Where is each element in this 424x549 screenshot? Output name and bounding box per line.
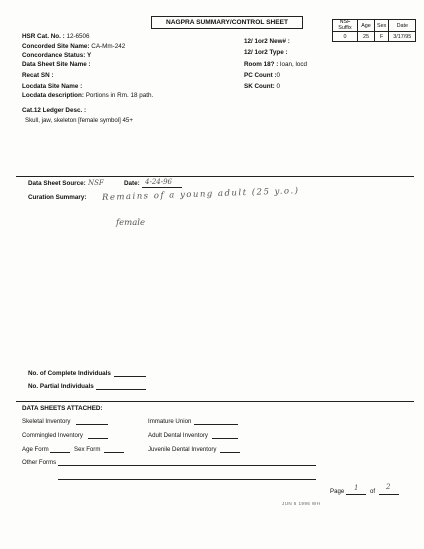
sk-count-value: 0 [276,83,281,90]
partial-individuals-line [96,389,146,390]
adult-dental-inventory-label: Adult Dental Inventory [148,432,208,439]
concordance-field [22,52,91,59]
concordance-value: Y [86,52,92,59]
age-form-label: Age Form [22,446,49,453]
date-line [142,187,182,188]
concorded-site-label: Concorded Site Name: [22,43,90,50]
sex-form-label: Sex Form [74,446,101,453]
nsf-table [332,19,416,42]
nsf-value-date: 3/17/95 [389,32,416,42]
page-value: 1 [354,484,359,492]
other-forms-line-2 [58,479,316,480]
sk-count-field [244,83,280,90]
partial-individuals-label: No. Partial Individuals [28,383,94,390]
juvenile-dental-inventory-line [220,452,240,453]
type-label: 12/ 1or2 Type : [244,49,288,56]
page-line [346,494,366,495]
pc-count-field [244,72,280,79]
sk-count-label: SK Count: [244,83,275,90]
recat-label: Recat SN : [22,72,54,79]
complete-individuals-line [114,376,146,377]
section-divider-bottom [16,401,414,402]
room-label: Room 18? : [244,61,279,68]
new-number-label: 12/ 1or2 New# : [244,38,290,45]
immature-union-label: Immature Union [148,418,192,425]
nsf-header-suffix: NSF Suffix [333,20,358,32]
date-label: Date: [124,180,140,187]
data-sheet-site-label: Data Sheet Site Name : [22,61,91,68]
nsf-header-age: Age [358,20,375,32]
locdata-site-label: Locdata Site Name : [22,83,83,90]
data-sheet-source-value: NSF [88,179,104,187]
curation-summary-line-1: Remains of a young adult (25 y.o.) [101,186,300,203]
other-forms-label: Other Forms [22,459,57,466]
nsf-value-age: 25 [358,32,375,42]
locdata-desc-field [22,92,153,99]
room-value: loan, locd [280,61,308,68]
form-title: NAGPRA SUMMARY/CONTROL SHEET [151,16,303,29]
concorded-site-field [22,43,125,50]
hsr-cat-value: 12-6506 [66,33,90,40]
of-label: of [370,488,376,495]
data-sheets-attached-heading: DATA SHEETS ATTACHED: [22,405,103,412]
page-label: Page [330,488,345,495]
ledger-label: Cat.12 Ledger Desc. : [22,107,87,114]
complete-individuals-label: No. of Complete Individuals [28,370,111,377]
ledger-value: Skull, jaw, skeleton [female symbol] 45+ [25,117,133,124]
hsr-cat-label: HSR Cat. No. : [22,33,65,40]
sex-form-line [104,452,124,453]
nsf-value-sex: F [375,32,389,42]
concordance-label: Concordance Status: [22,52,86,59]
data-sheet-source-label: Data Sheet Source: [28,180,86,187]
receipt-stamp: JUN 6 1996 WH [282,501,321,506]
skeletal-inventory-line [76,424,108,425]
pc-count-value: 0 [276,72,281,79]
commingled-inventory-line [88,438,108,439]
date-value: 4-24-96 [145,178,172,186]
curation-summary-line-2: female [116,218,146,228]
skeletal-inventory-label: Skeletal Inventory [22,418,71,425]
adult-dental-inventory-line [212,438,238,439]
of-line [379,494,399,495]
other-forms-line [58,465,316,466]
concorded-site-value: CA-Mm-242 [91,43,126,50]
of-value: 2 [386,483,391,491]
nsf-header-sex: Sex [375,20,389,32]
section-divider-top [16,176,414,177]
locdata-desc-value: Portions in Rm. 18 path. [85,92,154,99]
juvenile-dental-inventory-label: Juvenile Dental Inventory [148,446,217,453]
nsf-header-date: Date [389,20,416,32]
curation-summary-label: Curation Summary: [28,194,87,201]
locdata-desc-label: Locdata description: [22,92,84,99]
room-field [244,61,307,68]
pc-count-label: PC Count : [244,72,277,79]
immature-union-line [194,424,238,425]
age-form-line [50,452,70,453]
hsr-cat-field [22,33,90,40]
commingled-inventory-label: Commingled Inventory [22,432,83,439]
nsf-value-suffix: 0 [333,32,358,42]
